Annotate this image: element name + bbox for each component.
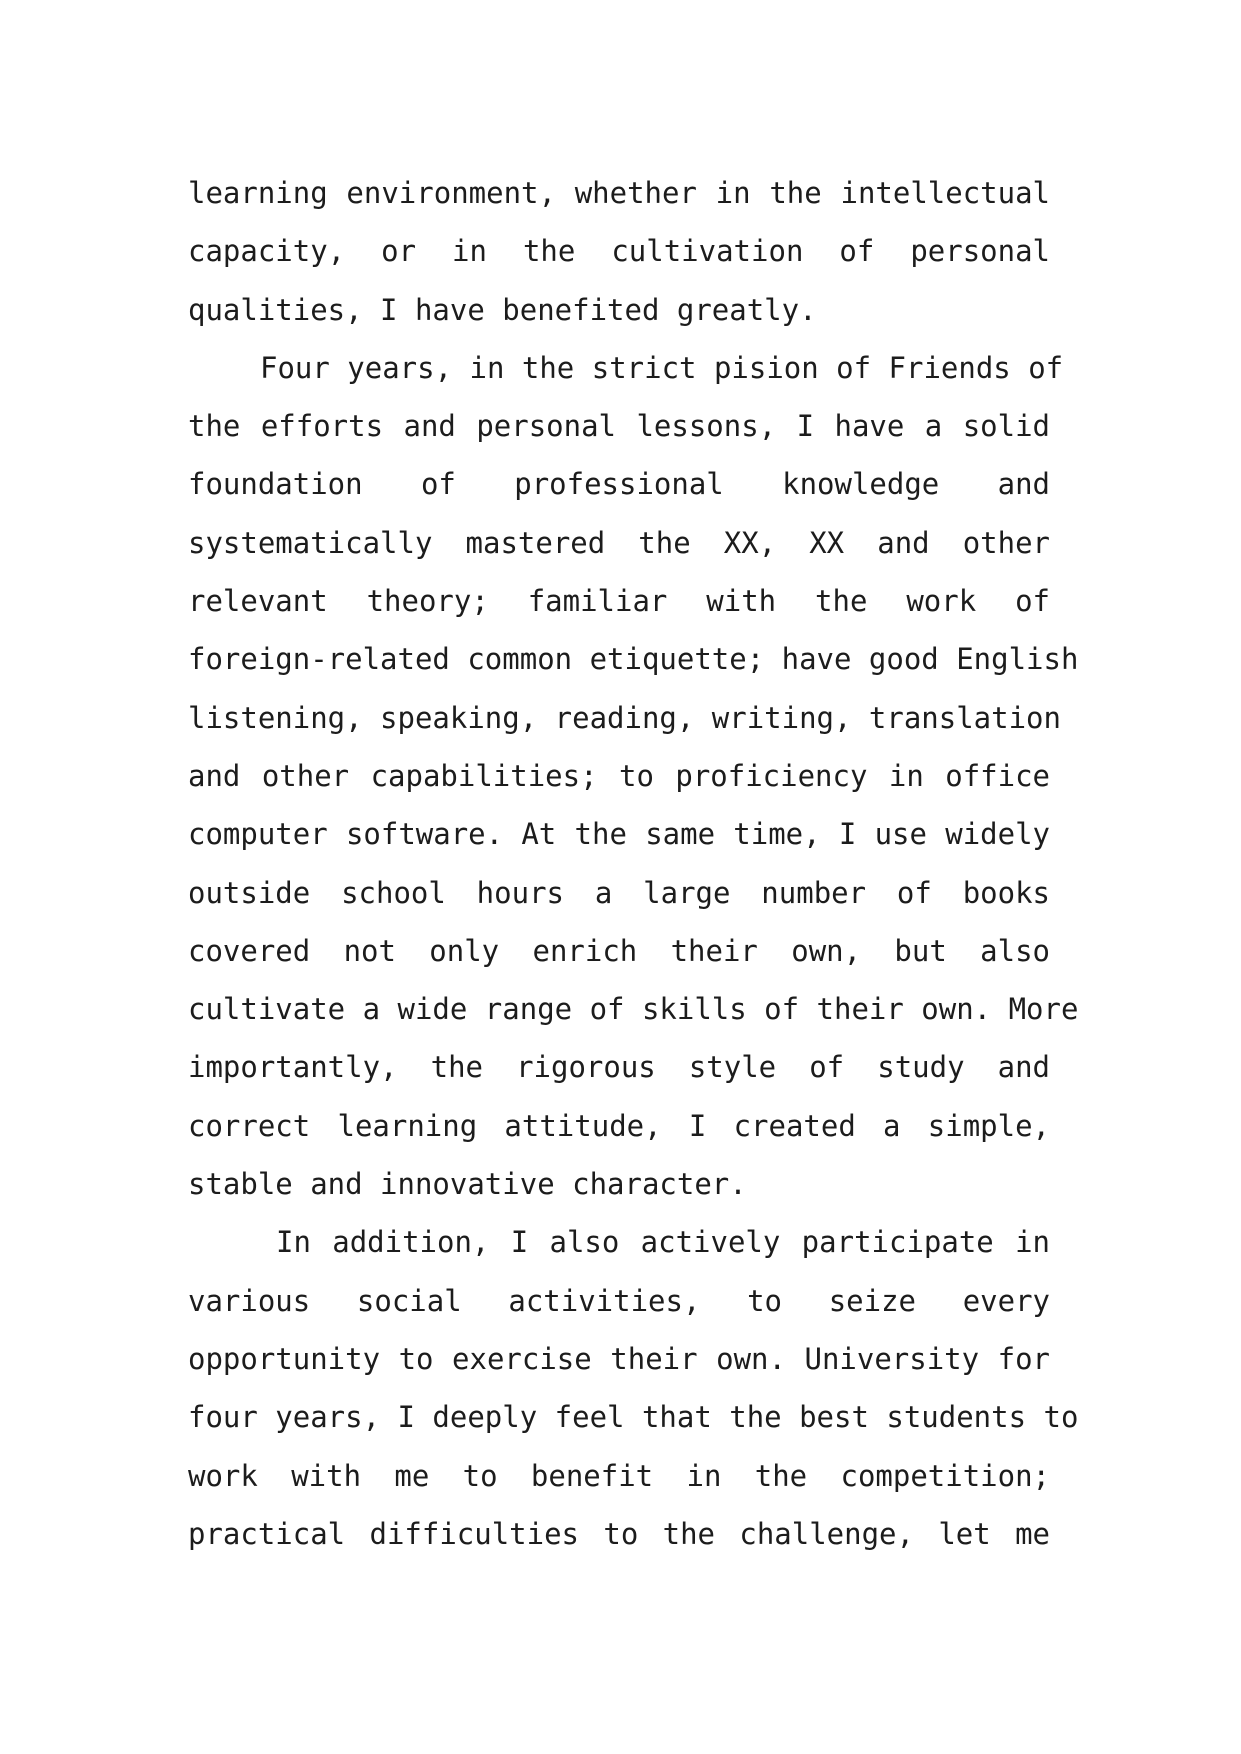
text-line: learning environment, whether in the intellectual — [188, 176, 1050, 210]
text-line: importantly, the rigorous style of study and — [188, 1050, 1050, 1085]
text-line: various social activities, to seize every — [188, 1283, 1050, 1318]
text-line: In addition, I also actively participate in — [276, 1225, 1050, 1260]
paragraph-activities — [188, 1213, 1079, 1563]
text-line: capacity, or in the cultivation of personal — [188, 234, 1050, 269]
document-body — [188, 164, 1079, 1563]
text-line: relevant theory; familiar with the work of — [188, 584, 1050, 619]
paragraph-continuation — [188, 164, 1050, 339]
text-line: foreign-related common etiquette; have good English — [188, 642, 1079, 677]
text-line: qualities, I have benefited greatly. — [188, 292, 817, 327]
text-line: stable and innovative character. — [188, 1167, 747, 1202]
text-line: and other capabilities; to proficiency in office — [188, 758, 1050, 793]
text-line: Four years, in the strict pision of Friends of — [260, 350, 1064, 385]
text-line: correct learning attitude, I created a simple, — [188, 1108, 1050, 1143]
text-line: computer software. At the same time, I use widely — [188, 817, 1050, 852]
text-line: four years, I deeply feel that the best students to — [188, 1400, 1079, 1435]
text-line: cultivate a wide range of skills of their own. More — [188, 992, 1079, 1027]
text-line: covered not only enrich their own, but also — [188, 933, 1050, 968]
text-line: opportunity to exercise their own. University for — [188, 1341, 1050, 1376]
text-line: foundation of professional knowledge and — [188, 467, 1050, 502]
text-line: listening, speaking, reading, writing, translation — [188, 700, 1061, 735]
text-line: work with me to benefit in the competition; — [188, 1458, 1050, 1493]
paragraph-education — [188, 339, 1079, 1213]
text-line: systematically mastered the XX, XX and other — [188, 525, 1050, 560]
text-line: outside school hours a large number of books — [188, 875, 1050, 910]
text-line: the efforts and personal lessons, I have a solid — [188, 409, 1050, 444]
text-line: practical difficulties to the challenge, let me — [188, 1516, 1050, 1551]
